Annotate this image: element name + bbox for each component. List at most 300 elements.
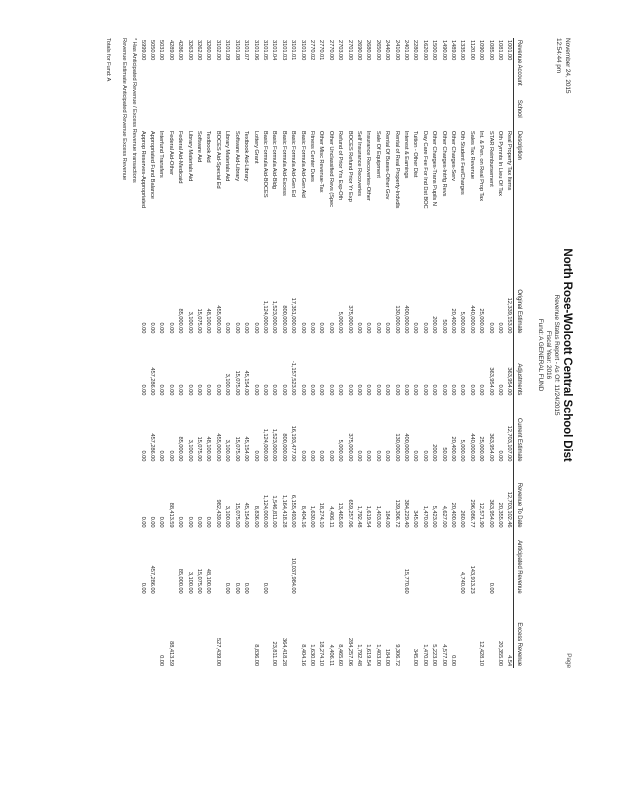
cell-adjustments: 0.00 bbox=[327, 384, 334, 396]
cell-school bbox=[344, 98, 353, 129]
cell-account: 2770.02 bbox=[308, 40, 315, 61]
cell-current: 85,000.00 bbox=[177, 436, 184, 462]
cell-to-date: 1,403.00 bbox=[374, 505, 381, 528]
cell-adjustments: 0.00 bbox=[299, 384, 306, 396]
cell-current: 457,286.00 bbox=[149, 433, 156, 462]
cell-to-date: 0.00 bbox=[186, 516, 193, 528]
cell-current: 800,000.00 bbox=[280, 433, 287, 462]
cell-current: 0.00 bbox=[412, 450, 419, 462]
report-time: 12:54:44 pm bbox=[555, 38, 562, 74]
table-row bbox=[241, 38, 250, 668]
cell-anticipated bbox=[269, 530, 278, 596]
table-row bbox=[194, 38, 203, 668]
cell-original: 0.00 bbox=[318, 322, 325, 334]
cell-to-date: 363,954.00 bbox=[487, 499, 494, 528]
cell-original: 0.00 bbox=[167, 322, 174, 334]
col-original: Original Estimate bbox=[514, 273, 522, 335]
cell-account: 3101.03 bbox=[280, 40, 287, 61]
cell-current: 48,100.00 bbox=[205, 436, 212, 462]
cell-description: Other Charges-Trans Pupils N bbox=[431, 130, 438, 206]
cell-account: 2770.00 bbox=[327, 40, 334, 61]
cell-school bbox=[504, 98, 514, 129]
cell-description: Rental of Real Property-Indvdls bbox=[393, 130, 400, 209]
cell-school bbox=[372, 98, 381, 129]
cell-adjustments: 0.00 bbox=[365, 384, 372, 396]
cell-account: 3101.00 bbox=[299, 40, 306, 61]
cell-adjustments: 0.00 bbox=[196, 384, 203, 396]
cell-account: 4286.00 bbox=[177, 40, 184, 61]
cell-original: 0.00 bbox=[497, 322, 504, 334]
cell-original: 800,000.00 bbox=[280, 305, 287, 334]
cell-description: Basic Formula Aid-Gen Aid bbox=[299, 130, 306, 198]
table-row bbox=[184, 38, 193, 668]
cell-anticipated: 4,740.00 bbox=[459, 571, 466, 594]
table-row bbox=[213, 38, 222, 668]
cell-description: Basic Formula Aid-Excess bbox=[280, 130, 287, 196]
cell-anticipated: 85,000.00 bbox=[177, 568, 184, 594]
cell-original: 200.00 bbox=[431, 316, 438, 334]
cell-excess: 4,406.11 bbox=[327, 644, 334, 666]
cell-to-date: 1,546,811.00 bbox=[271, 495, 278, 528]
cell-current: 15,075.00 bbox=[233, 436, 240, 462]
cell-to-date: 6,155,493.00 bbox=[290, 494, 297, 528]
cell-excess: 23,811.00 bbox=[271, 641, 278, 666]
cell-description: Tuition - Other Dist bbox=[412, 130, 419, 178]
cell-school bbox=[429, 98, 438, 129]
cell-excess: 4.54 bbox=[506, 655, 513, 666]
cell-description: BOCES Refund Prior Yr Exp bbox=[346, 130, 353, 202]
cell-account: 5031.00 bbox=[158, 40, 165, 61]
cell-account: 3102.00 bbox=[214, 40, 221, 61]
cell-description: Appropriated Fund Balance bbox=[149, 130, 156, 199]
cell-original: 0.00 bbox=[299, 322, 306, 334]
cell-adjustments: 0.00 bbox=[384, 384, 391, 396]
cell-current: 15,075.00 bbox=[196, 436, 203, 462]
col-school: School bbox=[514, 98, 522, 129]
cell-original: 440,000.00 bbox=[468, 305, 475, 334]
table-row bbox=[269, 38, 278, 668]
cell-anticipated bbox=[250, 530, 259, 596]
cell-current: 0.00 bbox=[356, 450, 362, 462]
cell-current: 1,124,000.00 bbox=[261, 428, 268, 462]
cell-current: 0.00 bbox=[299, 450, 306, 462]
cell-excess bbox=[457, 596, 466, 668]
cell-description: Oth Pymnts In Lieu Of Tax bbox=[497, 130, 504, 196]
cell-description: Textbook Aid-Library bbox=[243, 130, 250, 182]
cell-account: 3101.09 bbox=[224, 40, 231, 61]
cell-description: Other Charges-Intrfg Revs bbox=[440, 130, 447, 197]
cell-anticipated bbox=[307, 530, 316, 596]
cell-current: 0.00 bbox=[497, 450, 504, 462]
cell-adjustments: 0.00 bbox=[468, 384, 475, 396]
cell-original: 0.00 bbox=[412, 322, 419, 334]
report-page bbox=[0, 30, 580, 680]
cell-anticipated bbox=[372, 530, 381, 596]
cell-original: 0.00 bbox=[356, 322, 362, 334]
page-label: Page bbox=[565, 653, 572, 668]
table-row bbox=[278, 38, 287, 668]
cell-to-date: 1,470.00 bbox=[421, 505, 428, 528]
cell-school bbox=[250, 98, 259, 129]
col-account: Revenue Account bbox=[514, 38, 522, 98]
cell-original: 0.00 bbox=[384, 322, 391, 334]
cell-original: 0.00 bbox=[233, 322, 240, 334]
cell-current: 25,000.00 bbox=[478, 436, 485, 462]
cell-adjustments: 363,954.00 bbox=[506, 367, 513, 396]
cell-current: 3,100.00 bbox=[186, 439, 193, 462]
table-row bbox=[495, 38, 504, 668]
cell-current: 0.00 bbox=[384, 450, 391, 462]
cell-to-date: 18,274.10 bbox=[318, 502, 325, 528]
cell-anticipated: 3,100.00 bbox=[186, 571, 193, 594]
cell-school bbox=[410, 98, 419, 129]
cell-account: 3260.00 bbox=[205, 40, 212, 61]
cell-to-date: 260.00 bbox=[459, 510, 466, 528]
table-row bbox=[307, 38, 316, 668]
cell-excess bbox=[288, 596, 297, 668]
col-to-date: Revenue To Date bbox=[514, 463, 522, 529]
cell-current: 5,000.00 bbox=[337, 439, 344, 462]
cell-excess: 8,465.60 bbox=[337, 644, 344, 666]
table-row bbox=[457, 38, 466, 668]
cell-adjustments: 0.00 bbox=[318, 384, 325, 396]
cell-excess: 0.00 bbox=[158, 655, 165, 666]
cell-description: Software Aid-Library bbox=[233, 130, 240, 182]
cell-adjustments: 0.00 bbox=[158, 384, 165, 396]
cell-excess bbox=[137, 596, 146, 668]
cell-to-date: 45,154.00 bbox=[243, 502, 250, 528]
cell-to-date: 0.00 bbox=[149, 516, 156, 528]
cell-anticipated: 48,100.00 bbox=[205, 568, 212, 594]
cell-description: Other Unclassified Revs (Spec bbox=[327, 130, 334, 207]
cell-account: 3101.01 bbox=[290, 40, 297, 61]
cell-account: 1090.00 bbox=[478, 40, 485, 61]
cell-description: Basic Formula Aid-Gen Ed bbox=[290, 130, 297, 197]
cell-adjustments: 0.00 bbox=[412, 384, 419, 396]
cell-adjustments: 0.00 bbox=[252, 384, 259, 396]
cell-original: 3,100.00 bbox=[186, 311, 193, 334]
cell-description: BOCES Aid-Special Ed bbox=[214, 130, 221, 189]
table-row bbox=[165, 38, 174, 668]
cell-adjustments: 0.00 bbox=[186, 384, 193, 396]
cell-anticipated bbox=[297, 530, 306, 596]
cell-excess bbox=[485, 596, 494, 668]
cell-current: 0.00 bbox=[421, 450, 428, 462]
revenue-table bbox=[137, 38, 522, 668]
cell-to-date: 0.00 bbox=[158, 516, 165, 528]
cell-current: 20,400.00 bbox=[450, 436, 457, 462]
table-row bbox=[175, 38, 184, 668]
table-row bbox=[316, 38, 325, 668]
cell-school bbox=[147, 98, 156, 129]
cell-anticipated bbox=[316, 530, 325, 596]
cell-to-date: 139,306.72 bbox=[393, 499, 400, 528]
cell-current: 363,954.00 bbox=[487, 433, 494, 462]
cell-excess bbox=[203, 596, 212, 668]
cell-excess: 1,403.00 bbox=[374, 644, 381, 666]
cell-adjustments: 0.00 bbox=[337, 384, 344, 396]
cell-anticipated: 0.00 bbox=[243, 582, 250, 594]
cell-current: 455,000.00 bbox=[214, 433, 221, 462]
cell-account: 2410.00 bbox=[393, 40, 400, 61]
cell-anticipated bbox=[344, 530, 353, 596]
cell-original: 1,523,000.00 bbox=[271, 300, 278, 334]
cell-excess bbox=[194, 596, 203, 668]
cell-description: Textbook Aid bbox=[205, 130, 212, 163]
cell-adjustments: 0.00 bbox=[497, 384, 504, 396]
cell-account: 3101.04 bbox=[271, 40, 278, 61]
cell-to-date: 0.00 bbox=[196, 516, 203, 528]
table-row bbox=[401, 38, 410, 668]
cell-adjustments: 0.00 bbox=[271, 384, 278, 396]
cell-adjustments: 0.00 bbox=[440, 384, 447, 396]
cell-school bbox=[466, 98, 475, 129]
cell-to-date: 3,100.00 bbox=[224, 505, 231, 528]
cell-description: Basic Formula Aid-BOCES bbox=[261, 130, 268, 198]
table-row bbox=[203, 38, 212, 668]
cell-excess bbox=[401, 596, 410, 668]
cell-to-date: 345.00 bbox=[412, 510, 419, 528]
cell-description: Sales Tax Revenue bbox=[468, 130, 475, 180]
cell-adjustments: 15,075.00 bbox=[233, 370, 240, 396]
cell-current: 16,193,477.00 bbox=[290, 425, 297, 462]
table-row bbox=[288, 38, 297, 668]
cell-excess bbox=[175, 596, 184, 668]
cell-original: 0.00 bbox=[224, 322, 231, 334]
col-description: Description bbox=[514, 129, 522, 274]
cell-anticipated: 0.00 bbox=[487, 582, 494, 594]
cell-account: 2770.01 bbox=[318, 40, 325, 61]
title-block bbox=[536, 30, 574, 680]
cell-to-date: 4,406.11 bbox=[327, 506, 334, 528]
cell-account: 1490.00 bbox=[440, 40, 447, 61]
cell-excess: 4,577.00 bbox=[440, 644, 447, 666]
cell-school bbox=[363, 98, 372, 129]
cell-description: Interest & Earnings bbox=[403, 130, 410, 179]
cell-anticipated bbox=[165, 530, 174, 596]
cell-original: 5,000.00 bbox=[337, 311, 344, 334]
cell-adjustments: 0.00 bbox=[167, 384, 174, 396]
cell-anticipated: 457,286.00 bbox=[149, 565, 156, 594]
cell-current: 5,000.00 bbox=[459, 439, 466, 462]
cell-original: 0.00 bbox=[252, 322, 259, 334]
cell-excess bbox=[241, 596, 250, 668]
table-row bbox=[156, 38, 165, 668]
cell-description: Interfund Transfers bbox=[158, 130, 165, 178]
cell-description: Self Insurance Recoveries bbox=[356, 130, 362, 197]
cell-current: 0.00 bbox=[252, 450, 259, 462]
cell-account: 4289.00 bbox=[167, 40, 174, 61]
table-row bbox=[504, 38, 514, 668]
cell-description: Fitness Center Dues bbox=[308, 130, 315, 182]
cell-anticipated bbox=[410, 530, 419, 596]
cell-to-date: 184.00 bbox=[384, 510, 391, 528]
cell-anticipated bbox=[382, 530, 391, 596]
cell-school bbox=[495, 98, 504, 129]
cell-excess: 12,428.10 bbox=[478, 641, 485, 666]
cell-school bbox=[203, 98, 212, 129]
cell-current: 50.00 bbox=[440, 447, 447, 462]
cell-adjustments: 0.00 bbox=[374, 384, 381, 396]
cell-description: Refund of Prior Yrs Exp-Oth bbox=[337, 130, 344, 201]
table-row bbox=[382, 38, 391, 668]
cell-description: STAR Reimbursement bbox=[487, 130, 494, 187]
cell-original: 15,075.00 bbox=[196, 308, 203, 334]
cell-adjustments: 0.00 bbox=[393, 384, 400, 396]
cell-school bbox=[325, 98, 334, 129]
cell-account: 1120.00 bbox=[468, 40, 475, 60]
cell-current: 0.00 bbox=[327, 450, 334, 462]
cell-account: 2280.00 bbox=[412, 40, 419, 61]
cell-adjustments: -1,157,523.00 bbox=[290, 360, 297, 396]
cell-current: 12,703,107.00 bbox=[506, 425, 513, 462]
cell-to-date: 20,355.00 bbox=[497, 502, 504, 528]
cell-anticipated bbox=[278, 530, 287, 596]
district-title: North Rose-Wolcott Central School Dist bbox=[561, 248, 573, 462]
cell-account: 2650.00 bbox=[374, 40, 381, 61]
cell-account: 1489.00 bbox=[450, 40, 457, 61]
cell-description: Other Charges-Serv bbox=[450, 130, 457, 181]
cell-account: 3101.06 bbox=[252, 40, 259, 61]
cell-description: Oth Student Fee/Charges bbox=[459, 130, 466, 195]
cell-original: 400,000.00 bbox=[403, 305, 410, 334]
cell-to-date: 88,413.59 bbox=[167, 502, 174, 528]
cell-original: 0.00 bbox=[365, 322, 372, 334]
cell-original: 0.00 bbox=[487, 322, 494, 334]
cell-school bbox=[297, 98, 306, 129]
cell-to-date: 12,703,102.46 bbox=[506, 491, 513, 528]
cell-anticipated bbox=[476, 530, 485, 596]
cell-excess: 5,223.00 bbox=[431, 644, 438, 666]
cell-excess: 0.00 bbox=[450, 655, 457, 666]
cell-account: 2401.00 bbox=[403, 40, 410, 61]
cell-current: 3,100.00 bbox=[224, 439, 231, 462]
cell-to-date: 0.00 bbox=[177, 516, 184, 528]
cell-description: Approp Reserves-Appropriated bbox=[139, 130, 146, 208]
cell-description: Other Misc Revenue-Tax bbox=[318, 130, 325, 193]
cell-anticipated bbox=[504, 530, 514, 596]
cell-to-date: 982,439.00 bbox=[214, 499, 221, 528]
cell-current: 0.00 bbox=[374, 450, 381, 462]
cell-school bbox=[391, 98, 400, 129]
cell-anticipated: 0.00 bbox=[233, 582, 240, 594]
cell-excess bbox=[231, 596, 240, 668]
table-row bbox=[222, 38, 231, 668]
table-row bbox=[466, 38, 475, 668]
table-row bbox=[147, 38, 156, 668]
cell-adjustments: 0.00 bbox=[280, 384, 287, 396]
cell-original: 0.00 bbox=[327, 322, 334, 334]
cell-excess: 345.00 bbox=[412, 648, 419, 666]
cell-original: 0.00 bbox=[149, 322, 156, 334]
cell-anticipated: 0.00 bbox=[261, 582, 268, 594]
cell-account: 1001.00 bbox=[506, 40, 513, 61]
cell-description: Sale Of Equipment bbox=[374, 130, 381, 178]
cell-school bbox=[288, 98, 297, 129]
cell-original: 1,124,000.00 bbox=[261, 300, 268, 334]
table-row bbox=[476, 38, 485, 668]
cell-original: 17,351,000.00 bbox=[290, 297, 297, 334]
cell-description: Federal Aid-Medicaid bbox=[177, 130, 184, 184]
cell-description: Library Materials Aid bbox=[224, 130, 231, 182]
cell-account: 3263.00 bbox=[186, 40, 193, 61]
cell-school bbox=[438, 98, 447, 129]
cell-account: 2703.00 bbox=[337, 40, 344, 61]
cell-to-date: 12,571.90 bbox=[478, 502, 485, 528]
cell-school bbox=[457, 98, 466, 129]
cell-original: 25,000.00 bbox=[478, 308, 485, 334]
cell-description: Int. & Pen. on Real Prop Tax bbox=[478, 130, 485, 202]
cell-description: Federal Aid-Other bbox=[167, 130, 174, 175]
col-adjustments: Adjustments bbox=[514, 335, 522, 397]
cell-account: 1620.00 bbox=[421, 40, 428, 61]
cell-excess: 1,630.00 bbox=[308, 644, 315, 666]
cell-to-date: 384,229.40 bbox=[403, 499, 410, 528]
cell-anticipated: 15,075.00 bbox=[196, 568, 203, 594]
cell-current: 0.00 bbox=[167, 450, 174, 462]
table-row bbox=[363, 38, 372, 668]
table-row bbox=[485, 38, 494, 668]
cell-school bbox=[335, 98, 344, 129]
cell-original: 0.00 bbox=[374, 322, 381, 334]
table-row bbox=[354, 38, 363, 668]
cell-account: 2690.00 bbox=[356, 40, 362, 61]
cell-excess: 20,355.00 bbox=[497, 641, 504, 666]
cell-excess bbox=[184, 596, 193, 668]
cell-adjustments: 0.00 bbox=[478, 384, 485, 396]
cell-to-date: 1,164,418.28 bbox=[280, 494, 287, 528]
table-row bbox=[429, 38, 438, 668]
cell-adjustments: 0.00 bbox=[356, 384, 362, 396]
cell-anticipated bbox=[448, 530, 457, 596]
cell-description: Lottery Grant bbox=[252, 130, 259, 164]
cell-current: 0.00 bbox=[158, 450, 165, 462]
cell-school bbox=[401, 98, 410, 129]
cell-current: 200.00 bbox=[431, 444, 438, 462]
cell-to-date: 20,400.00 bbox=[450, 502, 457, 528]
table-row bbox=[391, 38, 400, 668]
cell-anticipated: 10,037,984.00 bbox=[290, 557, 297, 594]
cell-account: 3262.00 bbox=[196, 40, 203, 61]
table-row bbox=[410, 38, 419, 668]
table-row bbox=[372, 38, 381, 668]
cell-current: 400,000.00 bbox=[403, 433, 410, 462]
cell-account: 2680.00 bbox=[365, 40, 372, 61]
cell-anticipated bbox=[335, 530, 344, 596]
cell-anticipated bbox=[325, 530, 334, 596]
cell-original: 50.00 bbox=[440, 319, 447, 334]
table-row bbox=[231, 38, 240, 668]
footer-totals-label: Totals for Fund: A bbox=[105, 38, 111, 82]
cell-current: 1,523,000.00 bbox=[271, 428, 278, 462]
cell-excess: 1,619.54 bbox=[365, 644, 372, 666]
cell-adjustments: 0.00 bbox=[308, 384, 315, 396]
cell-anticipated: 15,770.60 bbox=[403, 568, 410, 594]
cell-excess: 527,439.00 bbox=[214, 637, 221, 666]
cell-adjustments: 0.00 bbox=[421, 384, 428, 396]
cell-adjustments: 0.00 bbox=[346, 384, 353, 396]
cell-account: 5999.00 bbox=[139, 40, 146, 61]
cell-adjustments: 0.00 bbox=[459, 384, 466, 396]
table-row bbox=[419, 38, 428, 668]
report-name: Revenue Status Report - As Of: 11/24/2015 bbox=[553, 294, 560, 416]
cell-original: 0.00 bbox=[243, 322, 250, 334]
cell-original: 0.00 bbox=[139, 322, 146, 334]
cell-school bbox=[419, 98, 428, 129]
table-row bbox=[335, 38, 344, 668]
cell-school bbox=[156, 98, 165, 129]
cell-original: 0.00 bbox=[308, 322, 315, 334]
